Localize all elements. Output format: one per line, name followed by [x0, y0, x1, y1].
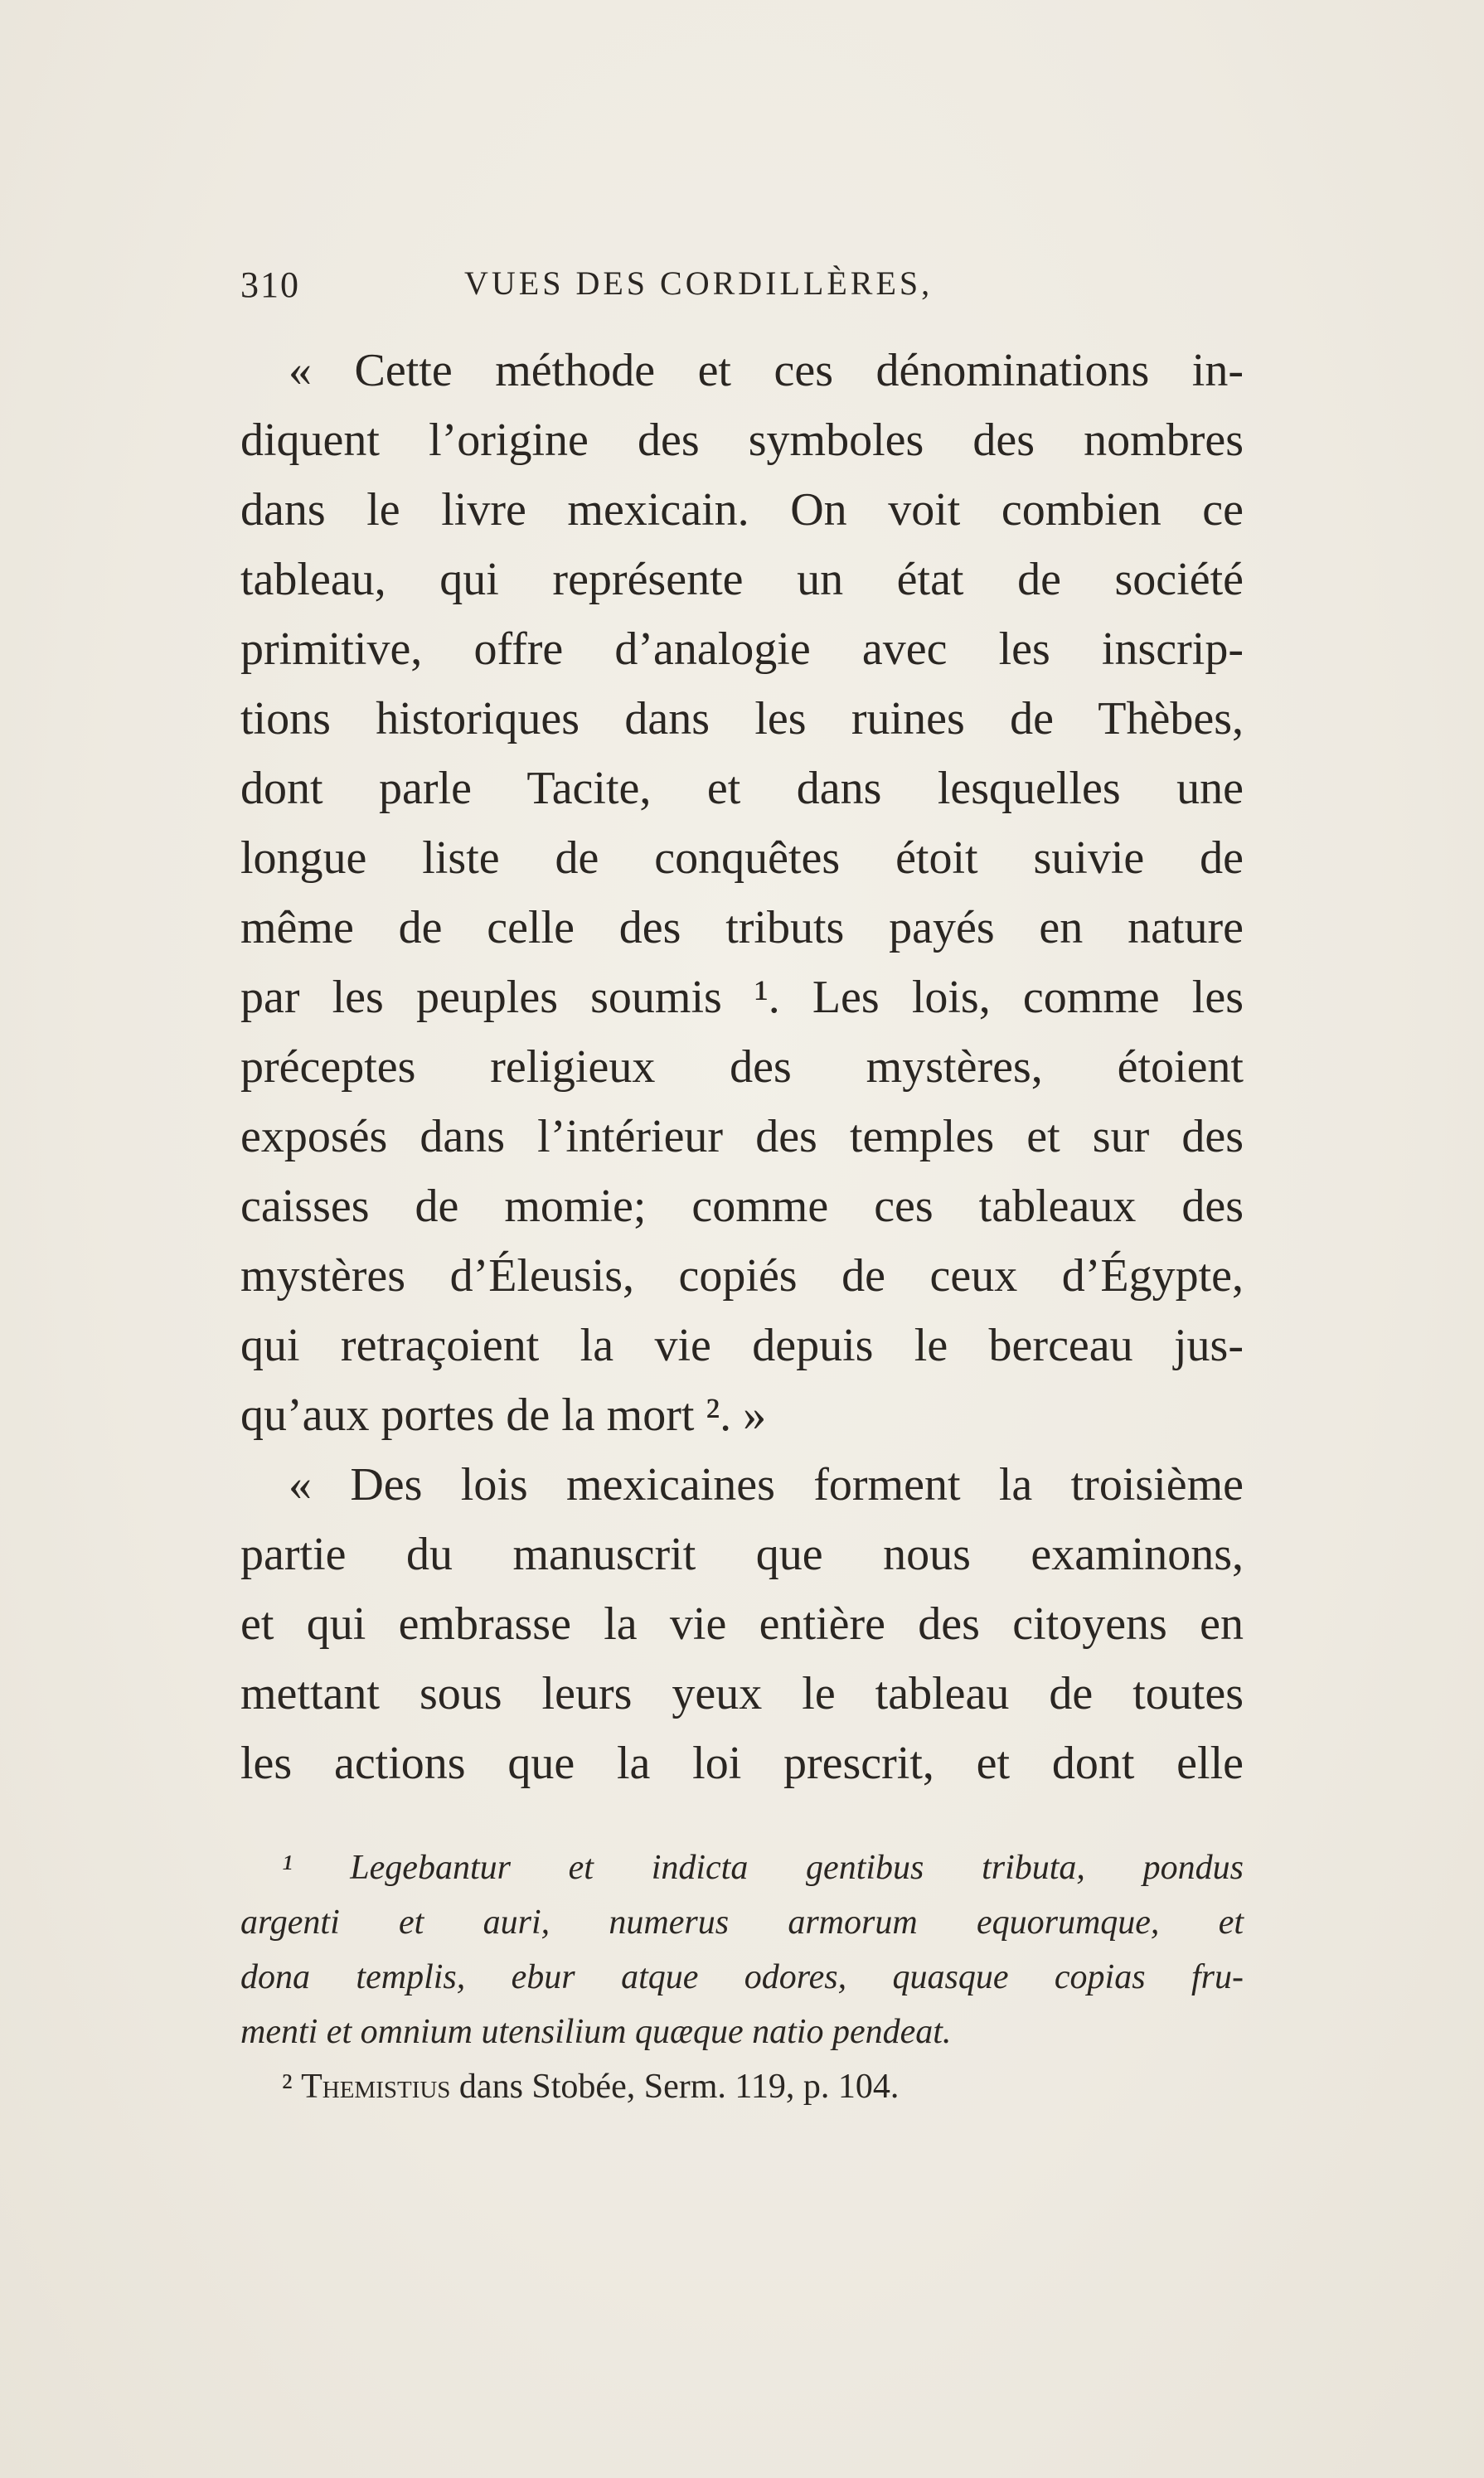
text-line: tableau, qui représente un état de société — [240, 554, 1244, 605]
text-line: mystères d’Éleusis, copiés de ceux d’Égypte, — [240, 1250, 1244, 1302]
text-line: qu’aux portes de la mort ². » — [240, 1389, 767, 1441]
running-title: VUES DES CORDILLÈRES, — [464, 264, 934, 302]
footnote-1-line: menti et omnium utensilium quæque natio pendeat. — [240, 2013, 952, 2051]
text-line: partie du manuscrit que nous examinons, — [240, 1529, 1244, 1580]
footnote-2-author: Themistius — [301, 2068, 451, 2106]
text-line: par les peuples soumis ¹. Les lois, comme les — [240, 972, 1244, 1023]
text-line: diquent l’origine des symboles des nombres — [240, 415, 1244, 466]
footnote-1-line: dona templis, ebur atque odores, quasque copias fru- — [240, 1958, 1244, 1996]
text-line: longue liste de conquêtes étoit suivie de — [240, 832, 1244, 884]
footnote-1-line: ¹ Legebantur et indicta gentibus tributa, pondus — [282, 1849, 1244, 1887]
text-line: caisses de momie; comme ces tableaux des — [240, 1181, 1244, 1232]
body-text — [240, 336, 1244, 1798]
text-line: les actions que la loi prescrit, et dont elle — [240, 1738, 1244, 1789]
footnotes — [240, 1840, 1244, 2114]
footnote-2-citation: dans Stobée, Serm. 119, p. 104. — [450, 2068, 900, 2106]
text-line: exposés dans l’intérieur des temples et sur des — [240, 1111, 1244, 1162]
footnote-2 — [240, 2059, 1244, 2114]
text-line: mettant sous leurs yeux le tableau de toutes — [240, 1668, 1244, 1719]
text-line: même de celle des tributs payés en nature — [240, 902, 1244, 953]
text-line: préceptes religieux des mystères, étoient — [240, 1041, 1244, 1093]
text-line: primitive, offre d’analogie avec les inscrip- — [240, 623, 1244, 675]
footnote-1-line: argenti et auri, numerus armorum equorumque, et — [240, 1903, 1244, 1942]
footnote-2-marker: ² — [282, 2068, 293, 2106]
page-number: 310 — [240, 264, 300, 305]
text-line: qui retraçoient la vie depuis le berceau jus- — [240, 1320, 1244, 1371]
text-line: « Cette méthode et ces dénominations in- — [289, 345, 1244, 396]
text-line: dont parle Tacite, et dans lesquelles une — [240, 763, 1244, 814]
page-header — [240, 264, 1235, 322]
text-line: et qui embrasse la vie entière des citoyens en — [240, 1598, 1244, 1650]
text-line: dans le livre mexicain. On voit combien ce — [240, 484, 1244, 536]
text-line: tions historiques dans les ruines de Thèbes, — [240, 693, 1244, 744]
text-line: « Des lois mexicaines forment la troisième — [289, 1459, 1244, 1511]
